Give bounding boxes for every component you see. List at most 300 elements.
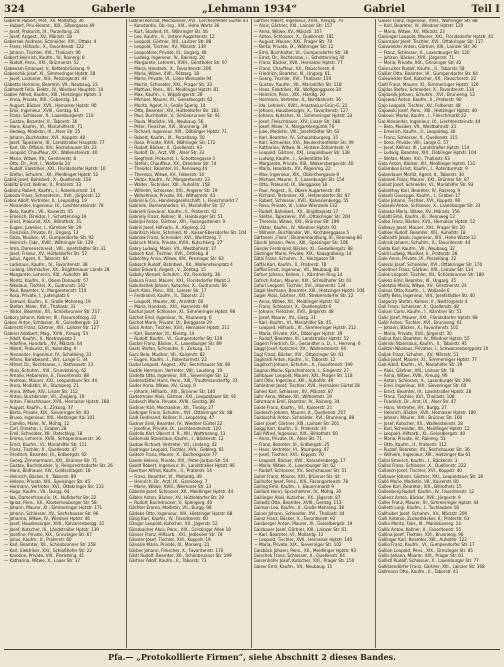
directory-entry: Gabsi Eduard, Angest., V., Zentag. 15 xyxy=(128,267,206,273)
directory-entry: — Josef, Maler, V., Margaretengürtel 76 xyxy=(253,124,335,130)
directory-entry: — Theodor, Beamter, III., Rennweg 44 xyxy=(128,167,208,173)
directory-entry: — Anna, Private, XIX., Cobenzlg. 14 xyxy=(4,98,78,104)
directory-entry: — Theresia, Witwe, XV., Felberstr. 16 xyxy=(128,172,205,178)
directory-entry: — Ludwig, Ingenieur, IV., Rainerg. 20 xyxy=(128,56,205,62)
directory-entry: — Josef, Kutscher, III., Landstraßer Hptstr. 139 xyxy=(4,527,99,533)
directory-entry: Gäng Karl, Kaufm., IV., Favoritenstr. 60 xyxy=(128,516,208,522)
directory-entry: Gafrich Anton, Maurer, XXI., Schloßhofer Str. 61 xyxy=(253,278,352,284)
column-1-entries xyxy=(4,19,125,565)
directory-entry: — Leopold, Bäcker, XVII., Kalvarienbergg. 17 xyxy=(253,458,346,464)
directory-entry: — Maria, Private, XIX., Sieveringer Str. 102 xyxy=(253,543,342,549)
directory-entry: Gaillinger Alois, Kutscher, XX., Jägerstr. 87 xyxy=(253,495,341,501)
directory-entry: Gabris Josef, Hilfsarb., X., Keplerg. 23 xyxy=(128,225,206,231)
directory-entry: Gader Anna, Witwe, XV., Gasg. 9 xyxy=(128,384,196,390)
directory-entry: — Johann, Maurer, XI., Simmeringer Hptstr. 171 xyxy=(4,506,103,512)
directory-entry: — Emil, Buchhalter, VI., Gumpendorfer Str. 38 xyxy=(253,50,349,56)
directory-entry: Gabriely Franz, Kellner, III., Hainburger Str. 51 xyxy=(128,214,223,220)
directory-entry: Gaismaier Josef, Tischler, XVI., Ottakringer Str. 117 xyxy=(378,40,484,46)
directory-entry: — Viktor, Kaufm., IV., Margaretenstr. 22 xyxy=(128,177,210,183)
directory-entry: — Alois, Schuhm., XVI., Grundsteing. 62 xyxy=(4,368,87,374)
directory-entry: Gänger Leopold, Kutscher, XX., Jägerstr. 52 xyxy=(128,522,218,528)
directory-entry: — Anna, Witwe, XIV., Linzer Str. 112 xyxy=(4,389,78,395)
directory-entry: Gaiswinkler Anton, Gärtner, XIII., Lainzer Str. 36 xyxy=(378,45,477,51)
directory-entry: — Georg, Tischler, XVI., Thaliastr. 150 xyxy=(253,77,332,83)
directory-entry: — Albert, Prokurist, III., Kolonitzg. 9 xyxy=(4,347,77,353)
directory-entry: Gabriel Adalbert, Mag., XVIII., Kreuzg. 54 xyxy=(4,331,89,337)
directory-entry: — Karl, Ob.-Offizial, XIV., Sechshauser Str. 23 xyxy=(4,146,97,152)
directory-entry: Gabssch Rudolf, Bahnbed., XX., Wallensteinplatz 4 xyxy=(128,262,233,268)
directory-entry: Gagern Friedrich, Dr., Gesandter a. D., I., Herreng. 6 xyxy=(253,342,361,348)
directory-entry: — Gustav, Beamter, II., Taborstr. 36 xyxy=(4,119,78,125)
directory-entry: Gabhardt Felix, Elektr., IV., Wiedner Hauptstr. 14 xyxy=(4,87,104,93)
directory-entry: Galek Leopold, Tischler, XII., Schönbrunner Str. 180 xyxy=(378,273,485,279)
directory-entry: — Robert, Kaufm., IX., Porzellang. 50 xyxy=(128,135,205,141)
directory-entry: Gäberle Josef, Schlosser, XII., Meidlinger Hptstr. 44 xyxy=(128,490,234,496)
directory-entry: Gaisrucker Rudolf, Kaufm., II., Taborstr. 58 xyxy=(378,66,465,72)
directory-entry: Gailing Emil, Kaufm., I., Bauernmarkt 9 xyxy=(253,485,334,491)
directory-entry: — Leopold, Tischler, XV., Märzstr. 139 xyxy=(128,45,206,51)
directory-entry: Galli Antonio, Zuckerbäcker, II., Praterstr. 63 xyxy=(378,516,470,522)
header-right-word: Gabriel xyxy=(363,4,405,15)
directory-entry: Gabry Ludwig, Maler, VII., Westbahnstr. 37 xyxy=(128,246,217,252)
directory-entry: Gärtner Albert, Ingenieur, XVIII., Kreuzg. 70 xyxy=(253,19,344,24)
directory-entry: Gabory Johann, Kellner, III., Rasumofskyg. 22 xyxy=(4,315,97,321)
directory-entry: Galasek Anton, Schlosser, X., Laxenburger Str. 33 xyxy=(378,204,481,210)
directory-entry: — Josef, Lackierer, XIII., Penzingerstr. 44 xyxy=(4,77,87,83)
directory-entry: Galaska Maria, Witwe, XV., Märzstr. 156 xyxy=(378,209,460,215)
directory-entry: — Stefan, Tapezierer, XVI., Ottakringer Str. 204 xyxy=(253,214,351,220)
directory-entry: — Ida, Lehrerin, XVIII., Anastasius-Grün-G. 22 xyxy=(253,103,348,109)
directory-entry: — Bela, Musiker, VII., Westbahnstr. 21 xyxy=(378,124,457,130)
directory-entry: — Friedrich, Beamter, III., Erdbergstr. 92 xyxy=(4,453,87,459)
directory-entry: Galbier Rudolf, Beamter, XIII., Auhofstr. 18 xyxy=(378,230,466,236)
directory-entry: — Moritz, Kaufm., II., Obere Donaustr. 57 xyxy=(4,278,89,284)
directory-entry: Gaboda Franz, Schneiderm., XVII., Jörgerstr. 12 xyxy=(4,193,101,199)
directory-entry: Gaffal Karl, Kaufm., II., Praterstr. 78 xyxy=(253,262,327,268)
directory-entry: Galffy Bela, Ingenieur, VIII., Josefstädter Str. 40 xyxy=(378,294,475,300)
directory-entry: Galjak Franz, Schuhm., XV., Märzstr. 51 xyxy=(378,352,459,358)
directory-entry: — Ferdinand, Kaufm., II., Taborstr. 21 xyxy=(128,294,205,300)
directory-entry: — Rudolf, Kaufm., VI., Gumpendorfer Str. 129 xyxy=(128,336,223,342)
directory-entry: — Karl, Beamter, IV., Wiedner Hptstr. 120 xyxy=(378,24,464,30)
directory-entry: — Franz, Beamter, III., Erdbergstr. 25 xyxy=(253,442,330,448)
directory-entry: — Camillo, Maler, IV., Mühlg. 12 xyxy=(4,421,70,427)
directory-entry: — Hans, Vertreter, VI., Stumperg. 47 xyxy=(253,448,329,454)
directory-entry: Gallenberg Rudolf, Kaufm., IV., Favoritenstr. 12 xyxy=(378,490,475,496)
directory-entry: — Konstantin, Ob.-Ing., XIX., Hohe Warte 36 xyxy=(128,24,220,30)
directory-entry: Gabsky Wenzel, Schuhm., XV., Reindorfg. 38 xyxy=(128,273,220,279)
directory-entry: — Max, Kaufm., I., Wipplingerstr. 28 xyxy=(128,93,203,99)
directory-entry: — Anna, Modistin, VI., Stumperg. 21 xyxy=(4,384,79,390)
directory-entry: Gallenz Anton, Bäcker, XVII., Jörgerstr. 9 xyxy=(378,495,461,501)
directory-entry: — Wilhelmine, Private, XII., Wilhelmstr. 43 xyxy=(128,193,216,199)
directory-entry: Gaide Franz, Kaufm., VII., Kaiserstr. 21 xyxy=(253,405,333,411)
directory-entry: — Max, Ingenieur, XIX., Obkirchergasse 9 xyxy=(253,172,339,178)
directory-entry: Gabritsch Hans, Schmied, XI., Kaiser-Ebersdorfer Str. 104 xyxy=(128,230,247,236)
directory-entry: Gadolla Karl, Oberst d. R., XIII., Wattmanng. 11 xyxy=(128,432,226,438)
directory-entry: Gablitz Ernst, Kellner, II., Praterstr. 33 xyxy=(4,183,82,189)
directory-entry: Gaede Helene, Private, XIX., Peter-Jordan-Str. 54 xyxy=(128,458,229,464)
directory-entry: Gadsch Franz, Maurer, X., Buchengasse 77 xyxy=(128,453,217,459)
directory-entry: — Alfred, Dr., Rechtsanw., I., Rathausstr. 13 xyxy=(4,363,94,369)
directory-entry: — Josefine, Private, IX., Liechtensteinstr. 120 xyxy=(128,426,221,432)
directory-entry: Galanek Franz, Maurer, XXI., Brünner Str. 87 xyxy=(378,177,470,183)
directory-entry: Gail Alfred, Ingenieur, XIX., Billrothstr. 60 xyxy=(253,432,338,438)
directory-entry: Gachal Josef, Schlosser, XI., Simmeringer Hptstr. 98 xyxy=(128,310,236,316)
directory-entry: Gaidoschik Anton, Schneider, XVI., Brunneng. 88 xyxy=(253,416,355,422)
directory-entry: — Katharina, Witwe, III., Hintere Zollamtsstr. 9 xyxy=(253,146,349,152)
directory-entry: — Julius, Kaufm., II., Praterstr. 60 xyxy=(4,538,72,544)
directory-entry: — Viktor, Beamter, XII., Schönbrunner Str. 217 xyxy=(4,310,100,316)
directory-entry: Gallio Franz, Kaufm., VI., Gumpendorfer Str. 17 xyxy=(378,543,475,549)
directory-entry: — Alois, Gärtner, XIII., Lainzer Str. 78 xyxy=(378,368,455,374)
directory-entry: Galanti Giuseppe, Kaufm., I., Graben 17 xyxy=(378,193,461,199)
directory-entry: Galanthay Karl, Beamter, IV., Rainerg. 9 xyxy=(378,188,461,194)
directory-entry: — Rudolf, Beamter, XV., Sechshauser Str. 36 xyxy=(378,448,470,454)
directory-entry: — Anton, Fleischhauer, XVII., Hernalser Hptstr. 168 xyxy=(4,400,110,406)
directory-entry: Gabersek Andreas, Schneider, XVI., Ottakr. 4 xyxy=(4,40,97,46)
directory-entry: — Franz, Beamter, VI., Mollardg. 49 xyxy=(128,474,202,480)
directory-entry: — Karl, Kaufm., VI., Mariahilfer Str. 45 xyxy=(253,320,332,326)
directory-entry: Gallik Anton, Kellner, X., Favoritenstr. 55 xyxy=(378,527,462,533)
directory-entry: — Maria, Witwe, XVII., Rötzerg. 18 xyxy=(128,71,200,77)
directory-entry: — Johann, Maurer, XXI., Brünner Str. 160 xyxy=(378,416,463,422)
page-number: 324 xyxy=(4,4,25,15)
directory-entry: Galka Josef, Maurer, XI., Simmeringer Hptstr. 77 xyxy=(378,358,477,363)
directory-entry: Gafuri Leopold, Tischler, XVI., Hasnerstr. 134 xyxy=(253,283,346,289)
directory-entry: — Josef, Tapezierer, III., Landstraßer Hauptstr. 77 xyxy=(4,140,105,146)
directory-entry: — Bela, Kaufm., VII., Kaiserstr. 45 xyxy=(4,209,73,215)
directory-entry: — Stefan, Maler, XVI., Thaliastr. 63 xyxy=(378,156,450,162)
directory-entry: Gallion Leopold, Pens., XIX., Grinzinger Str. 85 xyxy=(378,548,473,554)
directory-entry: Gal Alexander, Ingenieur, IX., Liechtensteinstr. 44 xyxy=(378,119,481,125)
directory-entry: — Hans, Elektriker, XII., Wolfganggasse 34 xyxy=(253,87,342,93)
directory-entry: Gaggl Josef, Kutscher, XX., Wallensteinstr. 64 xyxy=(253,347,347,353)
directory-entry: — Karl, Schneider, XVI., Neulerchenfelder Str. 49 xyxy=(253,140,354,146)
directory-entry: — Michael, Maurer, X., Laxenburger Str. 154 xyxy=(253,177,345,183)
directory-entry: — Friedrich, Dr., Arzt, IX., Alser Str. 47 xyxy=(378,400,457,406)
directory-entry: — Hedwig, Modistin, IX., Alser Str. 25 xyxy=(4,130,81,136)
directory-entry: Gärtnerei „Flora“, Blumenhandlung, III., Rennweg 80 xyxy=(253,236,362,242)
directory-entry: Galecki Josef, Schneider, XVI., Ottakringer Str. 170 xyxy=(378,262,483,268)
directory-entry: — Margarete, Lehrerin, XIII., Auhofstr. 86 xyxy=(4,273,88,279)
directory-entry: Gallmann Otto, Kaufm., II., Taborstr. 41 xyxy=(378,569,459,575)
directory-entry: Gahbauer Leopold, Maurer, XXI., Prager Str. 118 xyxy=(253,373,353,379)
directory-entry: Gaischek Franz, Schlosser, X., Quellenstr. 64 xyxy=(253,553,345,559)
directory-entry: Gaiman Leo, Kaufm., II., Große Mohreng. 38 xyxy=(253,506,344,512)
directory-entry: — Gustav, Buchdrucker, V., Reinprechtsdorfer Str. 26 xyxy=(4,463,113,469)
directory-entry: Gäbler Anton, Bäcker, XV., Hütteldorfer Str. 29 xyxy=(128,495,224,501)
directory-entry: Gadesch Maria, Private, XVIII., Gentzg. 88 xyxy=(128,400,215,406)
directory-entry: Gailhofer Josef, Pens., XIII., Fasangartenstr. 78 xyxy=(253,479,349,485)
directory-entry: — Anna, Witwe, XVIII., Kreuzg. 90 xyxy=(378,373,448,379)
directory-entry: — Peter, Fleischer, XVI., Brunneng. 39 xyxy=(128,124,208,130)
directory-entry: Gänser Franz, Hilfsarb., XXI., Jedleseer Str. 74 xyxy=(128,532,223,538)
directory-entry: — Stefan, Maler, XVI., Thaliastr. 31 xyxy=(4,305,76,311)
directory-entry: Gabler Alfred, Kaufm., XIII., Hietzinger Hptstr. 3 xyxy=(4,93,102,99)
directory-entry: Galina Karl, Beamter, IV., Wiedner Hptstr. 55 xyxy=(378,336,470,342)
directory-entry: — Franz, Tischler, XVI., Thaliastr. 108 xyxy=(378,395,455,401)
directory-entry: Gätzi Franz, Schuhm., X., Herzgasse 59 xyxy=(253,257,335,263)
directory-entry: — Franz, Schlosser, X., Quellenstr. 115 xyxy=(378,135,458,141)
directory-entry: — Carl, Direktor, I., Graben 28 xyxy=(4,426,67,432)
directory-entry: Gadiner Karl, Mechaniker, XII., Tivolig. 27 xyxy=(128,405,214,411)
directory-entry: Galetzka Maria, Witwe, XV., Gerstnerstr. 24 xyxy=(378,283,467,289)
directory-entry: — Helene, Private, XIII., Speisinger Str. 45 xyxy=(4,479,91,485)
directory-entry: — Michael, Maurer, XI., Geiselbergstr. 62 xyxy=(128,98,213,104)
directory-entry: Gabutschek Johann, Kutscher, X., Gudrunstr. 66 xyxy=(128,283,227,289)
directory-entry: Gaisbauer Josef, Gärtner, XIII., Lainzer Str. 61 xyxy=(253,527,347,533)
directory-entry: — Rudolf, Dr., Arzt, VIII., Alser Str. 33 xyxy=(128,151,205,157)
directory-entry: — Leopold, Hilfsarb., XI., Geiselbergstr. 40 xyxy=(378,432,465,438)
directory-entry: Gadermaier Alois, Gärtner, XXI., Leopoldauer Str. 91 xyxy=(128,395,237,401)
directory-entry: — Leopold, Chauffeur, XX., Wallensteinstr. 40 xyxy=(4,151,98,157)
directory-entry: Gaier Josef, Gärtner, XIII., Lainzer Str. 201 xyxy=(253,421,340,427)
directory-entry: — Alois, Gärtner, XIII., Lainzer Str. 157 xyxy=(253,24,333,30)
column-4 xyxy=(378,19,500,648)
directory-entry: — Josef, Angest., XV., Märzstr. 18 xyxy=(4,34,72,40)
directory-entry: — Berta, Private, IX., Währinger Str. 12 xyxy=(253,45,334,51)
directory-entry: Gakovic Marko, Kaufm., I., Fleischmarkt 22 xyxy=(378,114,467,120)
directory-entry: Galbraith Jakob, Ingenieur, XIX., Hohe Warte 12 xyxy=(378,236,477,242)
directory-entry: — Paul, Buchhalter, V., Schönbrunner Str. 91 xyxy=(128,114,221,120)
directory-entry: Gaisinger Leopold, Maurer, XXI., Floridsdorfer Hptstr. 41 xyxy=(378,34,494,40)
directory-entry: — Eugen, Juwelier, I., Kärntner Str. 29 xyxy=(4,225,82,231)
directory-entry: Gallé Marie, Modistin, VII., Kaiserstr. 60 xyxy=(378,479,459,485)
directory-entry: — Ernst, Kaufm., VI., Mariahilfer Str. 111 xyxy=(4,442,87,448)
directory-entry: Galatti Emil, Kaufm., III., Rennweg 12 xyxy=(378,214,455,220)
column-4-entries xyxy=(378,19,499,575)
directory-entry: Gaitl Franz, Maurer, XI., Simmeringer Hptstr. 126 xyxy=(378,82,479,88)
directory-entry: Gaiswinkler Karl, Kutscher, XX., Rauscherstr. 22 xyxy=(378,77,477,83)
directory-entry: Galletti Luigi, Kaufm., I., Tuchlauben 18 xyxy=(378,506,459,512)
directory-entry: Gabriel Konrad, Mechaniker, XVI., Lerchenfelder Gürtel 43 xyxy=(128,19,249,24)
directory-entry: Gänsbacher Alois, Pens., XIX., Grinzinger Allee 18 xyxy=(128,527,231,533)
directory-entry: — Wilhelm, Schlosser, XXI., Angerer Str. 19 xyxy=(128,188,218,194)
directory-entry: — Adolfine, Handarb., XV., Märzstr. 64 xyxy=(4,342,83,348)
directory-entry: Gabeschik Josef, XI., Simmeringer Hptstr. 58 xyxy=(4,71,96,77)
directory-entry: Gahler Karl, Schlosser, XV., Märzstr. 87 xyxy=(253,389,334,395)
directory-entry: — Josef, Kutscher, XX., Wallensteinstr. 28 xyxy=(378,421,463,427)
directory-entry: Gächter Emma, Modistin, VII., Burgg. 98 xyxy=(128,506,212,512)
directory-entry: Gaisenhofer Josef, Kutscher, XXI., Prager Str. 150 xyxy=(253,559,355,565)
directory-entry: — Josef, Hausbesorger, XVII., Kalvarienbergg. 31 xyxy=(4,522,105,528)
directory-entry: Gafner Johann, Kellner, I., Kärntner Ring 14 xyxy=(253,273,343,279)
directory-entry: — Ludwig, Uhrmacher, XX., Brigittenauer Lände 28 xyxy=(4,267,110,273)
directory-entry: Gager Alois, Gärtner, XXI., Strebersdorfer Str. 22 xyxy=(253,294,354,300)
directory-entry: — Berta, Private, XIX., Sieveringer Str. 83 xyxy=(4,410,90,416)
directory-entry: — Margarete, Private, XIII., Wolkersbergenstr. 40 xyxy=(253,162,354,168)
directory-entry: — Josef, Fleischhauer, XIV., Linzer Str. 188 xyxy=(253,119,340,125)
directory-entry: Gallas Franz, Schlosser, X., Quellenstr. 222 xyxy=(378,463,467,469)
directory-entry: Gall Adolf, Kaufm., VI., Mariahilfer Str. 29 xyxy=(378,363,463,369)
directory-entry: — Paula, Modistin, VII., Neubaug. 56 xyxy=(128,119,204,125)
directory-entry: — Johann, Tischler, XVI., Thaliastr. 96 xyxy=(4,50,81,56)
directory-entry: — Maria, Handarb., XVI., Hasnerstr. 90 xyxy=(128,305,209,311)
directory-entry: — Anton, Buchbinder, VII., Zieglerg. 19 xyxy=(4,395,85,401)
directory-entry: Gagl Franz, Bäcker, XVI., Ottakringer Str. 61 xyxy=(253,352,344,358)
directory-entry: — Heinrich, Dr., Arzt, IX., Garnisong. 7 xyxy=(128,479,208,485)
directory-entry: — Karl, Beamter, III., Kleistg. 14 xyxy=(128,331,195,337)
directory-entry: — Nikolaus, Tischler, X., Gudrunstr. 142 xyxy=(4,283,86,289)
directory-entry: Gädeke Otto, Ingenieur, XIII., Hietzinger Hptstr. 68 xyxy=(128,511,233,517)
directory-entry: Gallai Emerich, Kaufm., I., Bäckerstr. 3 xyxy=(378,458,458,464)
directory-entry: Galdi Ludwig, Musiker, II., Praterstr. 28 xyxy=(378,252,458,258)
directory-entry: Galic Josef, Maurer, XXI., Floridsdorfer Hptstr. 88 xyxy=(378,315,478,321)
directory-entry: Gallistl Rudolf, Schlosser, X., Laxenburger Str. 77 xyxy=(378,559,479,565)
directory-entry: — Emerich, Direktor, I., Schottenring 19 xyxy=(4,214,87,220)
directory-entry: Galenz Emil, Beamter, III., Ungarg. 35 xyxy=(378,278,456,284)
directory-entry: — Johann, Buchhalter, XVI., Koppstr. 48 xyxy=(4,135,86,141)
directory-entry: Gaffke Ernst, Ingenieur, VII., Neubaug. 80 xyxy=(253,267,340,273)
directory-entry: — Julie, Modistin, VIII., Josefstädter Str. 62 xyxy=(253,130,340,136)
directory-entry: Gabert Heinrich, Kaufm., IV., Rainerg. 8 xyxy=(4,56,85,62)
directory-entry: — Emma, Lehrerin, XVIII., Schopenhauerstr. 36 xyxy=(4,437,101,443)
directory-entry: — Martin, Schneider, XXI., Prager Str. 33 xyxy=(128,82,213,88)
directory-entry: Gallasch Josef, Tischler, XVI., Koppstr. 40 xyxy=(378,469,462,475)
column-3 xyxy=(254,19,377,648)
directory-entry: — Moritz, Agent, II., Große Sperlg. 14 xyxy=(128,103,206,109)
directory-entry: — Karl, Beamter, XII., Schönbrunner Str. 258 xyxy=(4,543,96,549)
directory-entry: Gaglitsch Johann, Schuhm., X., Favoritenstr. 199 xyxy=(253,363,353,369)
directory-entry: Galitzin Nikolaus, Privatier, I., Schwarzenbergplatz 10 xyxy=(378,347,489,353)
directory-entry: — Josef, Friseur, XV., Hütteldorfer Str. 57 xyxy=(4,252,87,258)
directory-entry: Gacki Stefan, Schneider, II., Zirkusg. 11 xyxy=(128,347,211,353)
directory-entry: — Rudolf, Elektriker, XXI., Floridsdorfer Hptstr. 16 xyxy=(4,167,106,173)
directory-entry: Gadner Emil, Beamter, IV., Wiedner Gürtel 22 xyxy=(128,421,223,427)
directory-entry: — Leopold, Maurer, XII., Arndtstr. 60 xyxy=(128,299,204,305)
directory-entry: Gajdos Stefan, Schneider, X., Favoritenstr. 134 xyxy=(378,87,475,93)
directory-entry: Gale Anna, Private, IX., Porzellang. 12 xyxy=(378,257,457,263)
directory-entry: Gach Alois, Pens., XIII., Lainzer Str. 17 xyxy=(128,289,207,295)
directory-entry: — Alexander, Ingenieur, IX., Liechtensteinstr. 78 xyxy=(4,204,104,210)
directory-entry: — Stefan, Chauffeur, XX., Dresdner Str. 74 xyxy=(128,162,217,168)
page-footer xyxy=(4,649,500,663)
directory-entry: Galiani Carlo, Kaufm., I., Kärntner Str. 51 xyxy=(378,310,462,316)
directory-entry: — Johann, Hilfsarb., XXI., Brünner Str. 140 xyxy=(128,389,216,395)
directory-entry: Gaigg Karl, Kaufm., II., Praterstr. 44 xyxy=(253,426,327,432)
directory-entry: — Alexander, Ingenieur, IV., Schelleing. 33 xyxy=(4,352,92,358)
directory-entry: Galeitner Franz, Gärtner, XIII., Lainzer Str. 114 xyxy=(378,267,474,273)
directory-entry: — Johann, Bäcker, X., Favoritenstr. 101 xyxy=(378,326,459,332)
directory-entry: Gackel Franz, Bäcker, X., Laxenburger Str. 89 xyxy=(128,342,222,348)
directory-entry: Gabos Anton, Schlosser, XI., Geiselbergstr. 33 xyxy=(4,320,99,326)
directory-entry: Gäschl Johann, Pens., XIII., Speisinger Str. 106 xyxy=(253,241,349,247)
directory-entry: — Karl, Beamter, IV., Schaumburgerg. 15 xyxy=(253,135,339,141)
directory-entry: — August, Maurer, XXI., Prager Str. 78 xyxy=(253,40,332,46)
directory-entry: — Marie, Private, VI., Linke Wienzeile 94 xyxy=(128,77,212,83)
directory-entry: — August, Kaufm., II., Zirkusg. 37 xyxy=(4,405,74,411)
directory-entry: Gajo Leopold, Tischler, XV., Felberstr. 48 xyxy=(378,103,461,109)
directory-entry: Gajowski Josef, Pens., XIII., Hietzinger Hptstr. 40 xyxy=(378,109,477,115)
directory-entry: — Josef, Tischler, XVI., Koppstr. 70 xyxy=(253,453,324,459)
directory-columns xyxy=(4,19,500,648)
directory-entry: — Rudolf, Pens., XXI., Brünnerstr. 52 xyxy=(4,61,79,67)
directory-entry: — Hermann, Vertreter, XVI., Ottakringer Str. 133 xyxy=(4,485,104,491)
directory-entry: Gadella Otto, Ingenieur, XIX., Sieveringer Str. 12 xyxy=(128,373,229,379)
directory-entry: — Mathias, Pens., XII., Meidlinger Hptstr. 81 xyxy=(128,87,219,93)
directory-entry: Gabrielli Giovanni, Kaufm., II., Praterstr. 42 xyxy=(128,209,217,215)
directory-entry: — Katharina, Witwe, X., Laaer Str. 37 xyxy=(4,559,81,565)
directory-entry: Gainz Franz, Bäcker, X., Favoritenstr. 92 xyxy=(253,516,336,522)
directory-entry: — Maria, Private, XIX., Döblinger Hptstr. 39 xyxy=(253,331,343,337)
directory-entry: — Hans, Vertreter, VII., Burgg. 27 xyxy=(378,405,447,411)
directory-entry: — Josef, Maurer, XV., Gasg. 31 xyxy=(253,315,316,321)
directory-entry: Gadde Hermann, Vertreter, VIII., Laudong. 19 xyxy=(128,368,223,374)
header-left-word: Gaberle xyxy=(91,4,136,15)
directory-entry: — Karl, Schneider, XII., Meidlinger Hptstr. 12 xyxy=(378,426,470,432)
header-part: Teil I xyxy=(471,4,500,15)
directory-entry: — Maria, Handarb., X., Favoritenstr. 206 xyxy=(128,66,212,72)
directory-entry: Gässler Ferdinand, Bäcker, XI., Geiselbergstr. 88 xyxy=(253,246,353,252)
directory-entry: Gagnon Marie, Sprachlehrerin, I., Singerstr. 27 xyxy=(253,368,349,374)
directory-entry: — Otto, Dr., Arzt, I., Wollzeile 24 xyxy=(4,162,70,168)
directory-entry: Gabesam Emanuel, V., Kettenbrückeng. 9 xyxy=(4,66,90,72)
directory-entry: Galcsik Johann, Schuhm., X., Favoritenstr. 44 xyxy=(378,241,471,247)
page-header xyxy=(4,2,500,18)
directory-entry: — Karoline, Private, VIII., Piaristeng. 41 xyxy=(4,553,85,559)
directory-entry: — Ignaz, Pens., XX., Klosterneuburger Str. 58 xyxy=(4,501,97,507)
directory-entry: — Heinrich, Bäcker, II., Taborstr. 89 xyxy=(4,474,77,480)
directory-entry: — Maria, Private, XVII., Jörgerstr. 30 xyxy=(378,331,452,337)
directory-entry: — Hermann, Vertreter, II., Nordbahnstr. 36 xyxy=(253,98,341,104)
directory-entry: — Friedrich, Beamter, III., Ungarg. 61 xyxy=(253,71,330,77)
directory-entry: — Adolf, Kaufm., II., Nestroyplatz 1 xyxy=(4,336,76,342)
directory-entry: — Theresia, Witwe, XXI., Brünner Str. 199 xyxy=(253,220,340,226)
directory-entry: Gachet Emil, Ingenieur, IV., Paulanerg. 6 xyxy=(128,315,212,321)
directory-entry: Gaillard Henri, Sprachlehrer, IV., Mühlg. 30 xyxy=(253,490,342,496)
directory-entry: Gadringer Leopold, Tischler, XVII., Geblerg. 61 xyxy=(128,448,225,454)
directory-entry: — Franz, Bäcker, XVII., Hernalser Hptstr. 77 xyxy=(253,61,343,67)
directory-entry: — Karl, Elektriker, XXI., Schloßhofer Str. 22 xyxy=(4,548,93,554)
directory-entry: Gallauer Johann, Gärtner, XXI., Leopoldauer Str. 18 xyxy=(378,474,484,480)
directory-entry: — Bruno, Ingenieur, XIII., Hietzinger Kai 101 xyxy=(4,416,95,422)
directory-entry: — Johanna, Witwe, IV., Wiedner Hptstr. 46 xyxy=(4,516,90,522)
directory-entry: Gahleitner Josef, Tischler, XVII., Hernalser Gürtel 28 xyxy=(253,384,360,390)
directory-entry: Gabura Franz, Maurer, XXI., Floridsdorfer Markt 3 xyxy=(128,278,230,284)
directory-entry: — Otto, Kaufm., II., Praterstr. 112 xyxy=(378,442,447,448)
directory-entry: — Richard, Techniker, XII., Hetzendorfer Str. 87 xyxy=(253,193,350,199)
directory-entry: — Maria, Witwe, XV., Märzstr. 23 xyxy=(378,29,445,35)
directory-entry: — Franz, Hilfsarb., X., Favoritenstr. 122 xyxy=(4,45,84,51)
directory-entry: — Rudolf, Beamter, III., Landstraßer Hptstr. 52 xyxy=(253,336,349,342)
directory-entry: — Géza, Musiker, VI., Gumpendorfer Str. 92 xyxy=(4,236,94,242)
column-2-entries xyxy=(129,19,250,565)
directory-entry: — Walter, Techniker, XIII., Auhofstr. 158 xyxy=(128,183,210,189)
directory-entry: — Johann, Fleischer, XVII., Jörgerstr. 48 xyxy=(253,310,334,316)
directory-entry: Gallia Moritz, Fabr., III., Marokkanerg. 14 xyxy=(378,522,461,528)
directory-entry: Gailer Franz, Maurer, XXI., Brünner Str. 44 xyxy=(253,474,340,480)
directory-entry: Gadenstätter Hans, Pens., XIII., Trauttmansdorffg. 31 xyxy=(128,379,238,385)
directory-entry: — Johann, Kutscher, XI., Simmeringer Hptstr. 33 xyxy=(253,114,353,120)
directory-entry: — Johann, Hausbesorger, X., Favoritenstr. 127 xyxy=(253,109,349,115)
directory-entry: — Johann, Schlosser, XV., Sechshauser Str. 96 xyxy=(4,511,99,517)
directory-entry: — Leopold, Gärtner, XIII., Lainzer Str. 88 xyxy=(128,40,212,46)
directory-entry: Gaisböck Johann, Pens., XII., Meidlinger Hptstr. 93 xyxy=(253,548,357,554)
directory-entry: Galik Anton, Tischler, XVI., Brunneng. 61 xyxy=(378,320,462,326)
directory-entry: — Franziska, Private, III., Ungarg. 13 xyxy=(4,230,79,236)
directory-entry: Gästinger Marie, Private, XIX., Kaasgrabeng. 14 xyxy=(253,252,352,258)
directory-entry: Galas Johann, Tischler, XVI., Koppstr. 99 xyxy=(378,199,461,205)
directory-entry: Gali Franz, Schlosser, X., Quellenstr. 48 xyxy=(378,305,459,311)
directory-entry: — Samuel, Kaufm., II., Große Mohreng. 19 xyxy=(4,299,91,305)
directory-entry: — Rosa, Private, XVIII., Währinger Str. 172 xyxy=(128,140,216,146)
directory-entry: — Amalie, Hebamme, X., Favoritenstr. 88 xyxy=(4,373,89,379)
directory-entry: Gärber Johann, Fleischer, X., Favoritenstr. 170 xyxy=(128,548,224,554)
directory-entry: Galinski Stanislaus, Kaufm., II., Taborstr. 95 xyxy=(378,342,467,348)
directory-entry: — Anton, Schlosser, X., Laxenburger Str. 206 xyxy=(378,379,471,385)
directory-entry: — Ludwig, Beamter, XIX., Döblinger Hptstr. 104 xyxy=(378,151,477,157)
